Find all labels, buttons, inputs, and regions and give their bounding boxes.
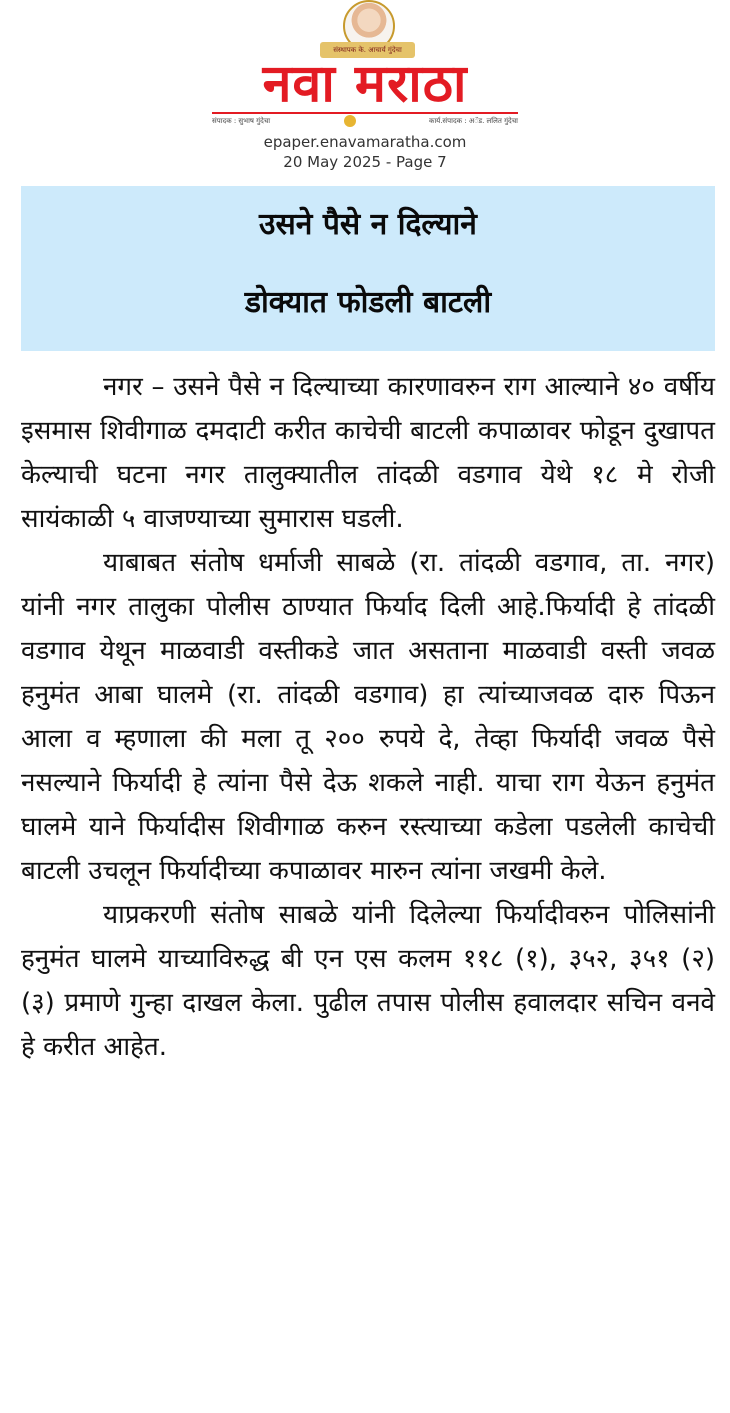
headline-box: [21, 186, 715, 351]
headline-line-2: डोक्यात फोडली बाटली: [244, 285, 492, 320]
date-page: 20 May 2025 - Page 7: [283, 153, 447, 171]
site-url: epaper.enavamaratha.com: [263, 133, 467, 151]
article-body: [21, 365, 715, 1069]
brand-strip: [212, 112, 518, 128]
paragraph-2: याबाबत संतोष धर्माजी साबळे (रा. तांदळी वडगाव, ता. नगर) यांनी नगर तालुका पोलीस ठाण्यात फिर्याद दिली आहे.फिर्यादी हे तांदळी वडगाव येथून माळवाडी वस्तीकडे जात असताना माळवाडी वस्ती जवळ हनुमंत आबा घालमे (रा. तांदळी वडगाव) हा त्यांच्याजवळ दारु पिऊन आला व म्हणाला की मला तू २०० रुपये दे, तेव्हा फिर्यादी जवळ पैसे नसल्याने फिर्यादी हे त्यांना पैसे देऊ शकले नाही. याचा राग येऊन हनुमंत घालमे याने फिर्यादीस शिवीगाळ करुन रस्त्याच्या कडेला पडलेली काचेची बाटली उचलून फिर्यादीच्या कपाळावर मारुन त्यांना जखमी केले.: [21, 548, 715, 886]
patron-ribbon: संस्थापक के. आचार्य गुंदेचा: [320, 42, 415, 58]
editor-line: संपादक : सुभाष गुंदेचा: [212, 117, 271, 125]
masthead: [0, 0, 730, 180]
exec-editor-line: कार्य.संपादक : अॅड. ललित गुंदेचा: [428, 117, 518, 125]
newspaper-logo: [212, 0, 518, 128]
emblem-icon: [344, 115, 356, 127]
headline-line-1: उसने पैसे न दिल्याने: [259, 207, 477, 242]
paragraph-1: नगर – उसने पैसे न दिल्याच्या कारणावरुन राग आल्याने ४० वर्षीय इसमास शिवीगाळ दमदाटी करीत काचेची बाटली कपाळावर फोडून दुखापत केल्याची घटना नगर तालुक्यातील तांदळी वडगाव येथे १८ मे रोजी सायंकाळी ५ वाजण्याच्या सुमारास घडली.: [21, 372, 715, 534]
brand-name: नवा मराठा: [262, 54, 468, 114]
paragraph-3: याप्रकरणी संतोष साबळे यांनी दिलेल्या फिर्यादीवरुन पोलिसांनी हनुमंत घालमे याच्याविरुद्ध बी एन एस कलम ११८ (१), ३५२, ३५१ (२) (३) प्रमाणे गुन्हा दाखल केला. पुढील तपास पोलीस हवालदार सचिन वनवे हे करीत आहेत.: [21, 900, 715, 1062]
